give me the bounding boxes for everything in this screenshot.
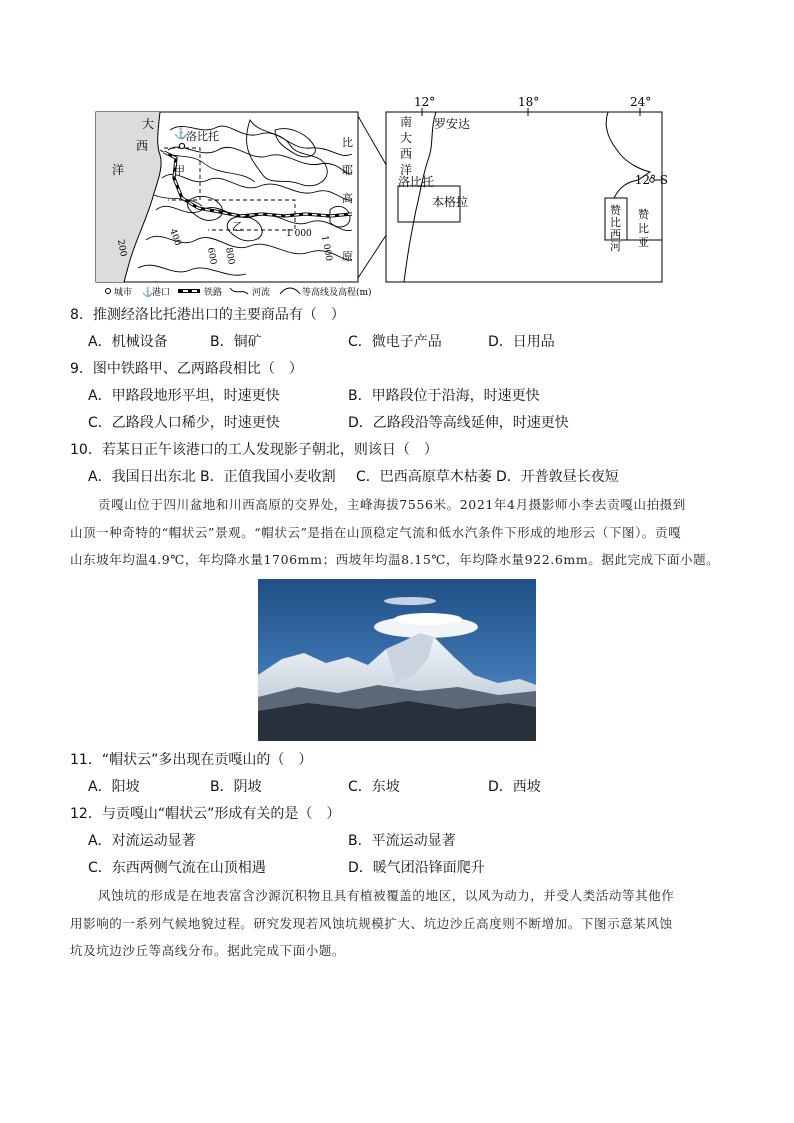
passage-line: 用影响的一系列气候地貌过程。研究发现若风蚀坑规模扩大、坑边沙丘高度则不断增加。下图示意某风蚀 [70, 915, 673, 931]
passage-line: 贡嘎山位于四川盆地和川西高原的交界处，主峰海拔7556米。2021年4月摄影师小李去贡嘎山拍摄到 [98, 497, 686, 512]
svg-text:港口: 港口 [152, 288, 171, 298]
svg-text:耶: 耶 [342, 164, 353, 177]
svg-text:等高线及高程(m): 等高线及高程(m) [302, 288, 372, 298]
contour-label-800: 800 [223, 246, 236, 266]
svg-text:原: 原 [342, 250, 353, 263]
svg-text:高: 高 [342, 192, 353, 205]
q8-option-c[interactable]: C．微电子产品 [348, 334, 442, 350]
lon-18: 18° [518, 95, 540, 109]
q8-option-a[interactable]: A．机械设备 [88, 334, 168, 350]
svg-text:河: 河 [610, 240, 621, 253]
question-12: 12．与贡嘎山“帽状云”形成有关的是（ ） [70, 806, 341, 822]
contour-label-400: 400 [167, 227, 183, 248]
svg-text:比: 比 [610, 216, 621, 229]
svg-text:⚓: ⚓ [174, 127, 188, 140]
q12-option-c[interactable]: C．东西两侧气流在山顶相遇 [88, 860, 266, 876]
svg-text:比: 比 [638, 222, 649, 235]
contour-label-1000a: 1 000 [286, 229, 312, 239]
passage-line: 坑及坑边沙丘等高线分布。据此完成下面小题。 [70, 943, 346, 958]
angola-map-figure [90, 90, 670, 300]
lon-24: 24° [630, 95, 652, 109]
q12-option-d[interactable]: D．暖气团沿锋面爬升 [348, 860, 485, 876]
question-10: 10．若某日正午该港口的工人发现影子朝北，则该日（ ） [70, 442, 438, 458]
left-map-panel [96, 112, 358, 282]
luanda-label: 罗安达 [434, 117, 471, 131]
svg-text:⚓: ⚓ [142, 288, 154, 298]
q9-option-b[interactable]: B．甲路段位于沿海，时速更快 [348, 388, 540, 404]
q12-option-a[interactable]: A．对流运动显著 [88, 833, 196, 849]
passage-line: 山东坡年均温4.9℃，年均降水量1706mm；西坡年均温8.15℃，年均降水量922.6mm。据此完成下面小题。 [70, 552, 720, 567]
zambezi-label: 赞 [610, 204, 621, 217]
q9-option-d[interactable]: D．乙路段沿等高线延伸，时速更快 [348, 415, 569, 431]
benguela-label: 本格拉 [432, 195, 469, 209]
q11-option-d[interactable]: D．西坡 [488, 779, 541, 795]
seg-yi-label: 乙 [232, 220, 243, 233]
question-9: 9．图中铁路甲、乙两路段相比（ ） [70, 361, 303, 377]
svg-text:西: 西 [400, 147, 413, 161]
q11-option-c[interactable]: C．东坡 [348, 779, 400, 795]
svg-text:亚: 亚 [638, 236, 649, 249]
passage-line: 风蚀坑的形成是在地表富含沙源沉积物且具有植被覆盖的地区，以风为动力，并受人类活动等其他作 [98, 888, 675, 903]
q11-option-b[interactable]: B．阴坡 [210, 779, 262, 795]
q8-option-b[interactable]: B．铜矿 [210, 334, 262, 350]
left-port-label: 洛比托 [186, 130, 219, 143]
svg-text:洋: 洋 [112, 163, 125, 177]
svg-text:西: 西 [610, 228, 621, 241]
passage-blowout [70, 882, 740, 965]
q9-option-c[interactable]: C．乙路段人口稀少，时速更快 [88, 415, 280, 431]
contour-label-1000b: 1 000 [319, 234, 334, 262]
right-map-panel [386, 95, 668, 282]
right-ocean-label: 南 [400, 115, 413, 129]
lon-12: 12° [414, 95, 436, 109]
seg-jia-label: 甲 [174, 164, 185, 177]
map-legend [106, 286, 372, 298]
q10-option-a[interactable]: A．我国日出东北 [88, 469, 196, 485]
svg-text:城市: 城市 [114, 288, 133, 298]
passage-line: 山顶一种奇特的“帽状云”景观。“帽状云”是指在山顶稳定气流和低水汽条件下形成的地形云（下图）。贡嘎 [70, 524, 682, 540]
svg-text:河流: 河流 [252, 288, 271, 298]
question-11: 11．“帽状云”多出现在贡嘎山的（ ） [70, 752, 313, 768]
q10-option-b[interactable]: B．正值我国小麦收割 [200, 469, 336, 485]
contour-label-200: 200 [115, 238, 128, 258]
question-8: 8．推测经洛比托港出口的主要商品有（ ） [70, 307, 345, 323]
q10-option-d[interactable]: D．开普敦昼长夜短 [496, 469, 619, 485]
q10-option-c[interactable]: C．巴西高原草木枯萎 [356, 469, 492, 485]
svg-text:铁路: 铁路 [204, 288, 223, 298]
svg-text:洋: 洋 [400, 163, 413, 177]
lobito-label: 洛比托 [398, 175, 435, 189]
q11-option-a[interactable]: A．阳坡 [88, 779, 140, 795]
cap-cloud-photo [258, 579, 536, 741]
q12-option-b[interactable]: B．平流运动显著 [348, 833, 456, 849]
passage-gongga [70, 491, 740, 574]
contour-label-600: 600 [205, 246, 218, 266]
svg-text:西: 西 [136, 139, 149, 153]
left-ocean-label: 大 [142, 117, 155, 131]
q9-option-a[interactable]: A．甲路段地形平坦，时速更快 [88, 388, 280, 404]
q8-option-d[interactable]: D．日用品 [488, 334, 555, 350]
lat-12s: 12° S [634, 173, 668, 187]
region-label: 比 [342, 136, 353, 149]
svg-text:大: 大 [400, 131, 413, 145]
zambia-label: 赞 [638, 208, 649, 221]
